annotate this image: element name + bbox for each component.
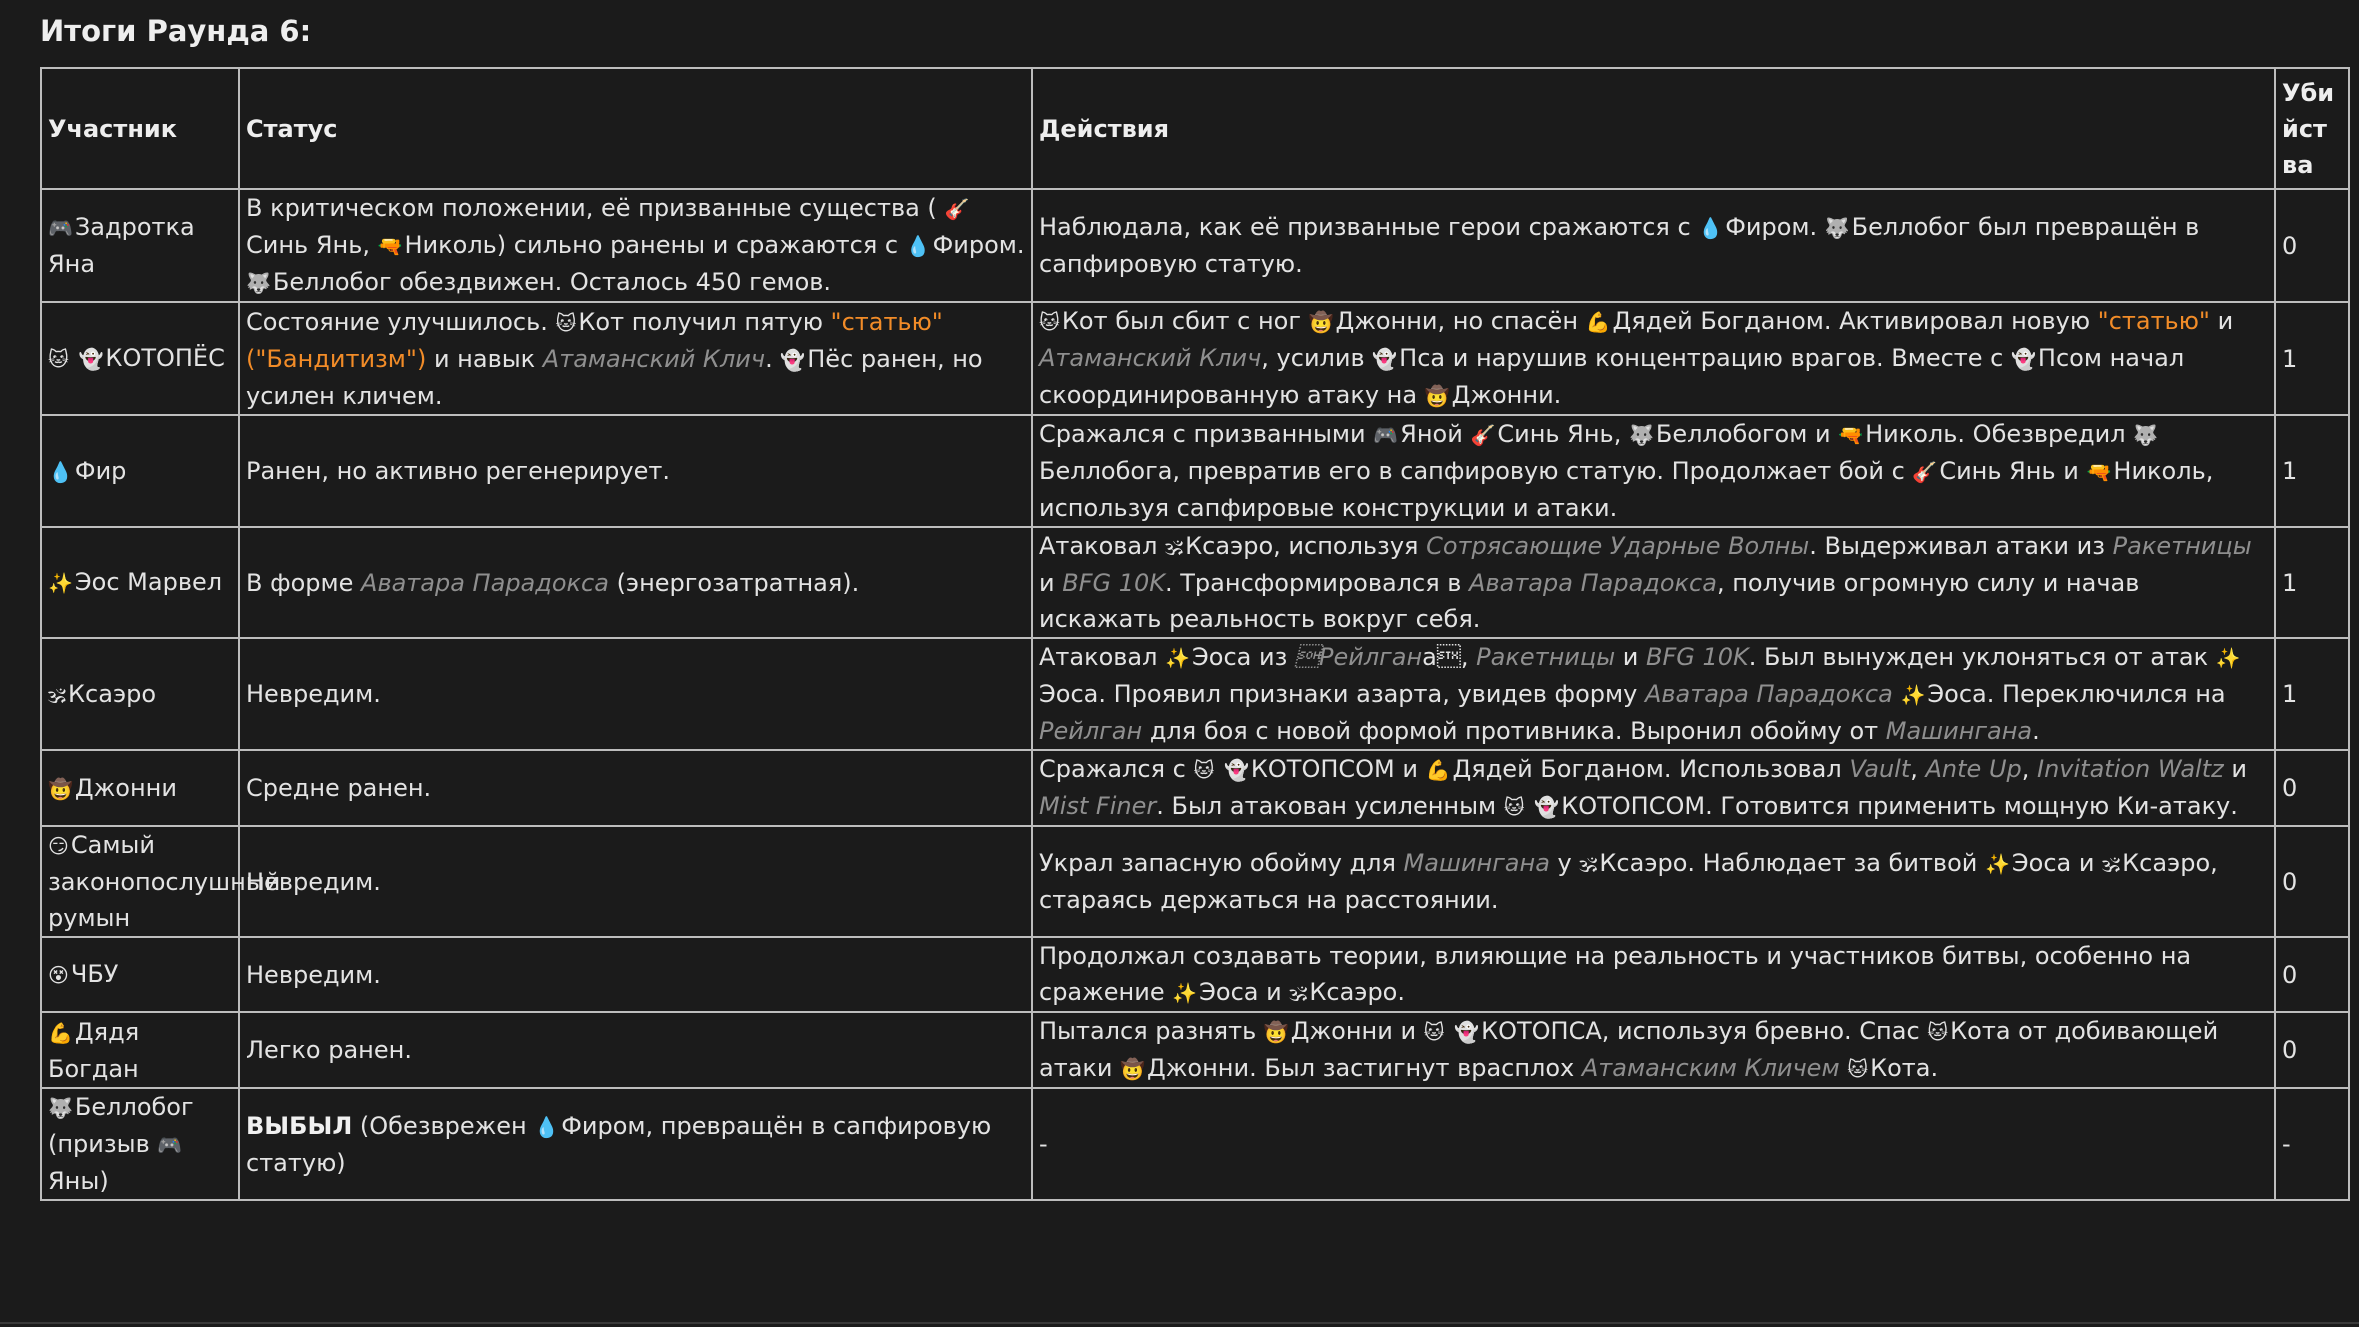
cell-status: Средне ранен.	[239, 750, 1032, 826]
cell-participant	[41, 527, 239, 638]
cell-actions: Атаковал ✨Эоса из Рейлгана, Ракетницы и BFG 10K. Был вынужден уклоняться от атак ✨Эоса. Проявил признаки азарта, увидев форму Аватара Парадокса ✨Эоса. Переключился на Рейлган для боя с новой формой противника. Выронил обойму от Машингана.	[1032, 638, 2275, 750]
om-icon: 🕉	[48, 682, 66, 707]
cell-actions: Пытался разнять 🤠Джонни и 🐱 👻КОТОПСА, используя бревно. Спас 🐱Кота от добивающей атаки 🤠Джонни. Был застигнут врасплох Атаманским Кличем 🐱Кота.	[1032, 1012, 2275, 1088]
cell-actions: Продолжал создавать теории, влияющие на реальность и участников битвы, особенно на сражение ✨Эоса и 🕉Ксаэро.	[1032, 937, 2275, 1012]
wolf-icon: 🐺	[1628, 423, 1654, 447]
cell-status: В критическом положении, её призванные существа ( 🎸Синь Янь, 🔫Николь) сильно ранены и сражаются с 💧Фиром. 🐺Беллобог обездвижен. Осталось 450 гемов.	[239, 189, 1032, 302]
cell-status: Ранен, но активно регенерирует.	[239, 415, 1032, 527]
results-table	[40, 67, 2350, 1201]
cell-participant	[41, 415, 239, 527]
cat-icon: 🐱	[1847, 1057, 1869, 1081]
wolf-icon: 🐺	[246, 271, 271, 295]
cell-status: Состояние улучшилось. 🐱Кот получил пятую "статью" ("Бандитизм") и навык Атаманский Клич. 👻Пёс ранен, но усилен кличем.	[239, 302, 1032, 415]
column-header-participant: Участник	[41, 68, 239, 189]
cell-status: ВЫБЫЛ (Обезврежен 💧Фиром, превращён в сапфировую статую)	[239, 1088, 1032, 1200]
drop-icon: 💧	[905, 234, 931, 258]
participant-name: Фир	[74, 456, 127, 485]
cat-icon: 🐱	[1193, 758, 1215, 782]
gamepad-icon: 🎮	[157, 1133, 183, 1157]
muscle-icon: 💪	[48, 1020, 73, 1045]
cowboy-icon: 🤠	[48, 776, 73, 801]
cell-kills: 0	[2275, 189, 2349, 302]
gamepad-icon: 🎮	[48, 216, 73, 240]
cell-kills: 1	[2275, 302, 2349, 415]
smirk-icon: 😏	[48, 834, 69, 858]
column-header-actions: Действия	[1032, 68, 2275, 189]
cell-participant	[41, 638, 239, 750]
wolf-icon: 🐺	[48, 1096, 73, 1120]
participant-name: Задротка Яна	[48, 213, 195, 278]
table-row	[41, 302, 2349, 415]
cell-actions: Украл запасную обойму для Машингана у 🕉Ксаэро. Наблюдает за битвой ✨Эоса и 🕉Ксаэро, стараясь держаться на расстоянии.	[1032, 826, 2275, 937]
sparkles-icon: ✨	[2215, 646, 2241, 670]
sparkles-icon: ✨	[1172, 981, 1198, 1005]
cat-icon: 🐱	[1927, 1020, 1949, 1044]
ghost-icon: 👻	[1454, 1020, 1480, 1044]
dizzy-icon: 😵	[48, 963, 69, 987]
divider	[0, 1322, 2359, 1324]
cell-actions: Сражался с 🐱 👻КОТОПСОМ и 💪Дядей Богданом. Использовал Vault, Ante Up, Invitation Waltz и Mist Finer. Был атакован усиленным 🐱 👻КОТОПСОМ. Готовится применить мощную Ки-атаку.	[1032, 750, 2275, 826]
cell-status: В форме Аватара Парадокса (энергозатратная).	[239, 527, 1032, 638]
cell-actions: -	[1032, 1088, 2275, 1200]
cell-actions: Наблюдала, как её призванные герои сражаются с 💧Фиром. 🐺Беллобог был превращён в сапфировую статую.	[1032, 189, 2275, 302]
ghost-icon: 👻	[78, 347, 104, 371]
gun-icon: 🔫	[2086, 460, 2112, 484]
guitar-icon: 🎸	[1912, 460, 1938, 484]
ghost-icon: 👻	[1223, 758, 1249, 782]
table-row	[41, 826, 2349, 937]
cell-status: Невредим.	[239, 826, 1032, 937]
cell-participant	[41, 1012, 239, 1088]
cell-kills: -	[2275, 1088, 2349, 1200]
om-icon: 🕉	[1579, 852, 1598, 876]
participant-name: Беллобог (призыв 🎮 Яны)	[48, 1093, 194, 1195]
column-header-status: Статус	[239, 68, 1032, 189]
cell-kills: 0	[2275, 826, 2349, 937]
cowboy-icon: 🤠	[1120, 1057, 1146, 1081]
participant-name: Самый законопослушный румын	[48, 831, 281, 932]
participant-name: КОТОПЁС	[105, 344, 225, 372]
muscle-icon: 💪	[1585, 310, 1611, 334]
cat-icon: 🐱	[555, 310, 577, 335]
wolf-icon: 🐺	[1824, 216, 1850, 240]
table-row	[41, 638, 2349, 750]
table-row	[41, 527, 2349, 638]
cat-icon: 🐱	[1503, 795, 1525, 819]
guitar-icon: 🎸	[944, 197, 970, 221]
ghost-icon: 👻	[1534, 795, 1560, 819]
ghost-icon: 👻	[780, 347, 806, 372]
cell-status: Невредим.	[239, 638, 1032, 750]
table-row	[41, 937, 2349, 1012]
cell-kills: 0	[2275, 750, 2349, 826]
guitar-icon: 🎸	[1470, 423, 1496, 447]
column-header-kills: Уби йст ва	[2275, 68, 2349, 189]
ghost-icon: 👻	[2011, 347, 2036, 371]
cell-kills: 1	[2275, 638, 2349, 750]
table-body	[41, 189, 2349, 1200]
table-row	[41, 1088, 2349, 1200]
cowboy-icon: 🤠	[1308, 310, 1334, 334]
table-row	[41, 189, 2349, 302]
gun-icon: 🔫	[1838, 423, 1864, 447]
participant-name: Джонни	[74, 773, 177, 802]
ghost-icon: 👻	[1372, 347, 1398, 371]
cell-kills: 1	[2275, 527, 2349, 638]
table-row	[41, 1012, 2349, 1088]
gun-icon: 🔫	[377, 234, 403, 258]
wolf-icon: 🐺	[2133, 423, 2159, 447]
cell-status: Невредим.	[239, 937, 1032, 1012]
table-row	[41, 415, 2349, 527]
cell-actions: 🐱Кот был сбит с ног 🤠Джонни, но спасён 💪Дядей Богданом. Активировал новую "статью" и Атаманский Клич, усилив 👻Пса и нарушив концентрацию врагов. Вместе с 👻Псом начал скоординированную атаку на 🤠Джонни.	[1032, 302, 2275, 415]
round-heading: Итоги Раунда 6:	[40, 14, 312, 48]
cat-icon: 🐱	[1423, 1020, 1445, 1044]
cell-actions: Сражался с призванными 🎮Яной 🎸Синь Янь, 🐺Беллобогом и 🔫Николь. Обезвредил 🐺Беллобога, превратив его в сапфировую статую. Продолжает бой с 🎸Синь Янь и 🔫Николь, используя сапфировые конструкции и атаки.	[1032, 415, 2275, 527]
cell-participant	[41, 937, 239, 1012]
cell-participant	[41, 750, 239, 826]
table-header-row	[41, 68, 2349, 189]
om-icon: 🕉	[1289, 981, 1308, 1005]
cowboy-icon: 🤠	[1263, 1020, 1289, 1044]
drop-icon: 💧	[48, 459, 73, 484]
participant-name: ЧБУ	[70, 960, 119, 988]
cowboy-icon: 🤠	[1424, 384, 1450, 408]
cell-actions: Атаковал 🕉Ксаэро, используя Сотрясающие Ударные Волны. Выдерживал атаки из Ракетницы и BFG 10K. Трансформировался в Аватара Парадокса, получив огромную силу и начав искажать реальность вокруг себя.	[1032, 527, 2275, 638]
participant-name: Ксаэро	[68, 679, 157, 708]
cell-participant	[41, 1088, 239, 1200]
cell-kills: 1	[2275, 415, 2349, 527]
cell-kills: 0	[2275, 937, 2349, 1012]
sparkles-icon: ✨	[1984, 852, 2010, 876]
cell-status: Легко ранен.	[239, 1012, 1032, 1088]
cat-icon: 🐱	[1039, 310, 1060, 334]
cell-participant	[41, 189, 239, 302]
sparkles-icon: ✨	[48, 571, 73, 595]
cell-participant	[41, 302, 239, 415]
participant-name: Дядя Богдан	[48, 1017, 140, 1083]
muscle-icon: 💪	[1425, 758, 1451, 782]
sparkles-icon: ✨	[1165, 646, 1191, 670]
cell-kills: 0	[2275, 1012, 2349, 1088]
participant-name: Эос Марвел	[74, 568, 223, 596]
drop-icon: 💧	[1698, 216, 1724, 240]
table-row	[41, 750, 2349, 826]
cell-participant	[41, 826, 281, 937]
drop-icon: 💧	[534, 1114, 560, 1139]
cat-icon: 🐱	[48, 347, 69, 371]
gamepad-icon: 🎮	[1373, 423, 1399, 447]
sparkles-icon: ✨	[1900, 683, 1926, 707]
om-icon: 🕉	[2102, 852, 2121, 876]
om-icon: 🕉	[1165, 535, 1184, 559]
